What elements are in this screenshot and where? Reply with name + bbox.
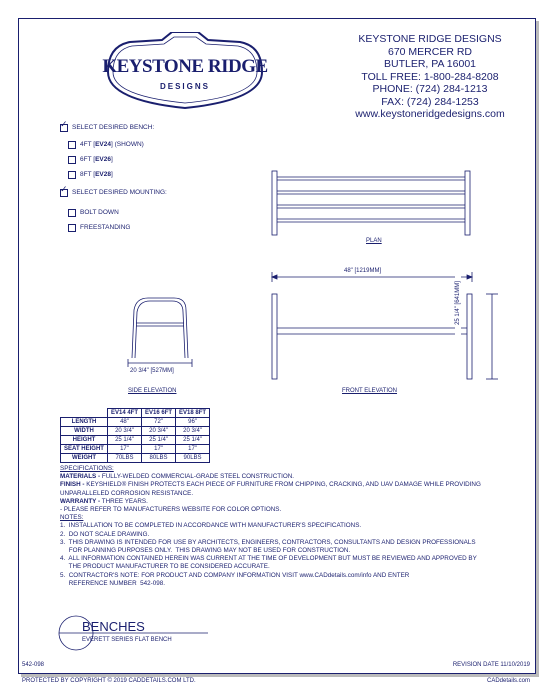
table-row-label: SEAT HEIGHT xyxy=(61,445,108,454)
checkbox-icon[interactable] xyxy=(68,141,76,149)
front-elevation-label: FRONT ELEVATION xyxy=(342,388,398,394)
company-fax: FAX: (724) 284-1253 xyxy=(381,95,479,108)
caddetails-link[interactable]: CADdetails.com xyxy=(486,678,530,684)
table-cell: 72" xyxy=(142,418,176,427)
drawing-title: BENCHES xyxy=(82,619,145,634)
checkbox-icon[interactable] xyxy=(68,209,76,217)
checkbox-icon[interactable] xyxy=(68,156,76,164)
table-cell: 48" xyxy=(108,418,142,427)
note-line: 2. DO NOT SCALE DRAWING. xyxy=(60,530,150,538)
table-row-label: WIDTH xyxy=(61,427,108,436)
option-bench-6ft[interactable]: 6FT [ EV26 ] xyxy=(68,155,113,164)
table-header: EV18 8FT xyxy=(176,409,210,418)
specifications-block xyxy=(60,465,490,588)
spec-warranty: WARRANTY - THREE YEARS. xyxy=(60,497,148,505)
table-row-label: WEIGHT xyxy=(61,454,108,463)
mount-select-heading: ✓ SELECT DESIRED MOUNTING: xyxy=(60,188,167,197)
table-cell: 96" xyxy=(176,418,210,427)
company-toll-free: TOLL FREE: 1-800-284-8208 xyxy=(361,70,499,83)
table-cell: 20 3/4" xyxy=(142,427,176,436)
bench-select-heading: ✓ SELECT DESIRED BENCH: xyxy=(60,123,154,132)
option-bench-8ft[interactable]: 8FT [ EV28 ] xyxy=(68,170,113,179)
table-cell: 70LBS xyxy=(108,454,142,463)
notes-heading: NOTES: xyxy=(60,514,84,522)
table-row-label: LENGTH xyxy=(61,418,108,427)
checkbox-icon[interactable] xyxy=(68,224,76,232)
table-row xyxy=(61,436,210,445)
table-cell: 20 3/4" xyxy=(176,427,210,436)
logo-wordmark: KEYSTONE RIDGE xyxy=(102,56,268,77)
option-bolt-down[interactable]: BOLT DOWN xyxy=(68,208,119,217)
option-bench-4ft[interactable]: 4FT [ EV24 ] (SHOWN) xyxy=(68,140,144,149)
dimension-table xyxy=(60,408,210,463)
copyright: PROTECTED BY COPYRIGHT © 2019 CADDETAILS.COM LTD. xyxy=(22,678,196,684)
table-cell: 20 3/4" xyxy=(108,427,142,436)
table-header: EV16 6FT xyxy=(142,409,176,418)
drawing-subtitle: EVERETT SERIES FLAT BENCH xyxy=(82,637,172,643)
spec-color-note: - PLEASE REFER TO MANUFACTURERS WEBSITE FOR COLOR OPTIONS. xyxy=(60,506,282,514)
table-cell: 17" xyxy=(108,445,142,454)
table-cell: 90LBS xyxy=(176,454,210,463)
table-cell: 80LBS xyxy=(142,454,176,463)
revision-date: REVISION DATE 11/10/2019 xyxy=(452,662,530,668)
company-phone: PHONE: (724) 284-1213 xyxy=(372,83,488,95)
table-cell: 25 1/4" xyxy=(108,436,142,445)
logo-subtitle: DESIGNS xyxy=(159,82,210,91)
table-row xyxy=(61,445,210,454)
note-line: THE PRODUCT MANUFACTURER TO BE CONSIDERED ACCURATE. xyxy=(60,563,270,571)
plan-view-drawing xyxy=(260,165,490,245)
company-city: BUTLER, PA 16001 xyxy=(383,58,477,70)
table-row-label: HEIGHT xyxy=(61,436,108,445)
company-info xyxy=(330,33,530,121)
note-line: 4. ALL INFORMATION CONTAINED HEREIN WAS CURRENT AT THE TIME OF DEVELOPMENT BUT MUST BE REVIEWED AND APPROVED BY xyxy=(60,555,477,563)
company-address: 670 MERCER RD xyxy=(387,45,473,58)
company-name: KEYSTONE RIDGE DESIGNS xyxy=(358,33,502,45)
note-line: 1. INSTALLATION TO BE COMPLETED IN ACCORDANCE WITH MANUFACTURER'S SPECIFICATIONS. xyxy=(60,522,362,530)
note-line: 3. THIS DRAWING IS INTENDED FOR USE BY ARCHITECTS, ENGINEERS, CONTRACTORS, CONSULTANTS AND DESIGN PROFESSIONALS xyxy=(60,538,476,546)
checked-checkbox-icon[interactable] xyxy=(60,189,68,197)
checked-checkbox-icon[interactable] xyxy=(60,124,68,132)
front-width-dimension: 48" [1219MM] xyxy=(344,268,382,274)
note-line: FOR PLANNING PURPOSES ONLY. THIS DRAWING MAY NOT BE USED FOR CONSTRUCTION. xyxy=(60,547,351,555)
front-elevation-drawing xyxy=(260,268,500,383)
table-cell: 25 1/4" xyxy=(176,436,210,445)
table-row xyxy=(61,418,210,427)
side-elevation-label: SIDE ELEVATION xyxy=(128,388,177,394)
checkbox-icon[interactable] xyxy=(68,171,76,179)
reference-number: 542-098 xyxy=(22,662,45,668)
table-row xyxy=(61,427,210,436)
front-height-dimension: 25 1/4" [641MM] xyxy=(455,268,461,338)
note-line: 5. CONTRACTOR'S NOTE: FOR PRODUCT AND COMPANY INFORMATION VISIT www.CADdetails.com/info AND ENTER xyxy=(60,571,410,579)
option-freestanding[interactable]: FREESTANDING xyxy=(68,223,130,232)
table-row xyxy=(61,454,210,463)
spec-finish: FINISH - KEYSHIELD® FINISH PROTECTS EACH PIECE OF FURNITURE FROM CHIPPING, CRACKING, AND UAV DAMAGE WHILE PROVIDING UNPARALLELED CORROSION RESISTANCE. xyxy=(60,481,481,497)
note-line: REFERENCE NUMBER 542-098. xyxy=(60,579,165,587)
table-cell: 17" xyxy=(176,445,210,454)
table-header: EV14 4FT xyxy=(108,409,142,418)
spec-materials: MATERIALS - FULLY-WELDED COMMERCIAL-GRADE STEEL CONSTRUCTION. xyxy=(60,473,295,481)
table-cell: 17" xyxy=(142,445,176,454)
company-website[interactable]: www.keystoneridgedesigns.com xyxy=(355,108,505,120)
plan-label: PLAN xyxy=(366,238,382,244)
side-width-dimension: 20 3/4" [527MM] xyxy=(130,368,174,374)
table-cell: 25 1/4" xyxy=(142,436,176,445)
specifications-heading: SPECIFICATIONS: xyxy=(60,465,114,472)
table-header-row xyxy=(61,409,210,418)
